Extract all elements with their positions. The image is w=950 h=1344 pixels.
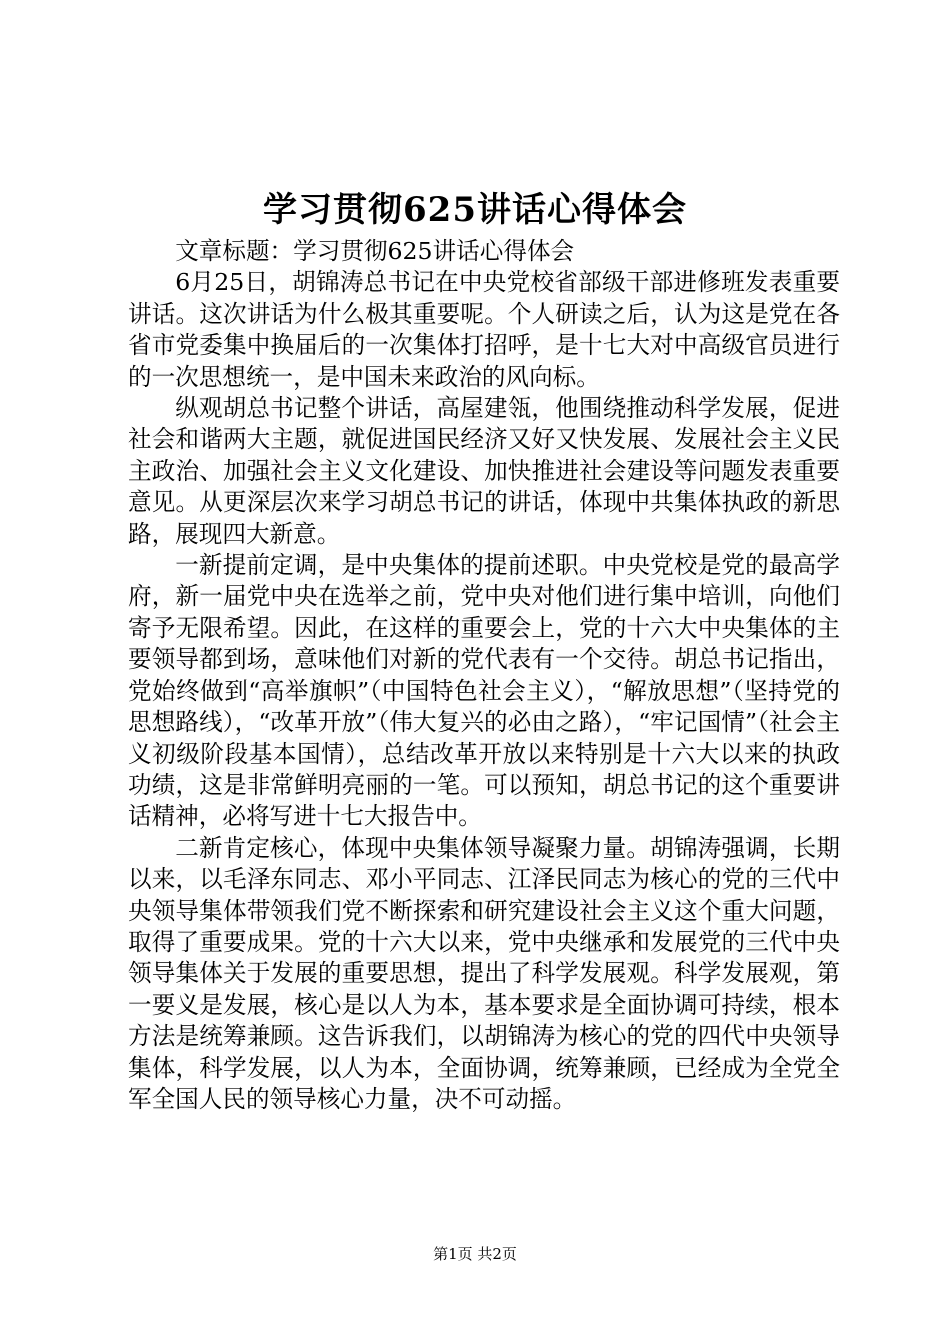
paragraph: 6月25日，胡锦涛总书记在中央党校省部级干部进修班发表重要讲话。这次讲话为什么极其重要呢。个人研读之后，认为这是党在各省市党委集中换届后的一次集体打招呼，是十七大对中高级官员进行的一次思想统一，是中国未来政治的风向标。 xyxy=(128,268,840,391)
document-title: 学习贯彻625讲话心得体会 xyxy=(263,190,687,230)
document-body xyxy=(128,236,840,1115)
page-number-footer: 第1页 共2页 xyxy=(433,1245,517,1263)
paragraph: 一新提前定调，是中央集体的提前述职。中央党校是党的最高学府，新一届党中央在选举之前，党中央对他们进行集中培训，向他们寄予无限希望。因此，在这样的重要会上，党的十六大中央集体的主要领导都到场，意味他们对新的党代表有一个交待。胡总书记指出，党始终做到“高举旗帜”（中国特色社会主义），“解放思想”（坚持党的思想路线），“改革开放”（伟大复兴的必由之路），“牢记国情”（社会主义初级阶段基本国情），总结改革开放以来特别是十六大以来的执政功绩，这是非常鲜明亮丽的一笔。可以预知，胡总书记的这个重要讲话精神，必将写进十七大报告中。 xyxy=(128,551,840,831)
paragraph: 二新肯定核心，体现中央集体领导凝聚力量。胡锦涛强调，长期以来，以毛泽东同志、邓小平同志、江泽民同志为核心的党的三代中央领导集体带领我们党不断探索和研究建设社会主义这个重大问题，取得了重要成果。党的十六大以来，党中央继承和发展党的三代中央领导集体关于发展的重要思想，提出了科学发展观。科学发展观，第一要义是发展，核心是以人为本，基本要求是全面协调可持续，根本方法是统筹兼顾。这告诉我们，以胡锦涛为核心的党的四代中央领导集体，科学发展，以人为本，全面协调，统筹兼顾，已经成为全党全军全国人民的领导核心力量，决不可动摇。 xyxy=(128,833,840,1113)
paragraph: 纵观胡总书记整个讲话，高屋建瓴，他围绕推动科学发展，促进社会和谐两大主题，就促进国民经济又好又快发展、发展社会主义民主政治、加强社会主义文化建设、加快推进社会建设等问题发表重要意见。从更深层次来学习胡总书记的讲话，体现中共集体执政的新思路，展现四大新意。 xyxy=(128,394,840,548)
article-heading-line: 文章标题：学习贯彻625讲话心得体会 xyxy=(175,237,575,265)
